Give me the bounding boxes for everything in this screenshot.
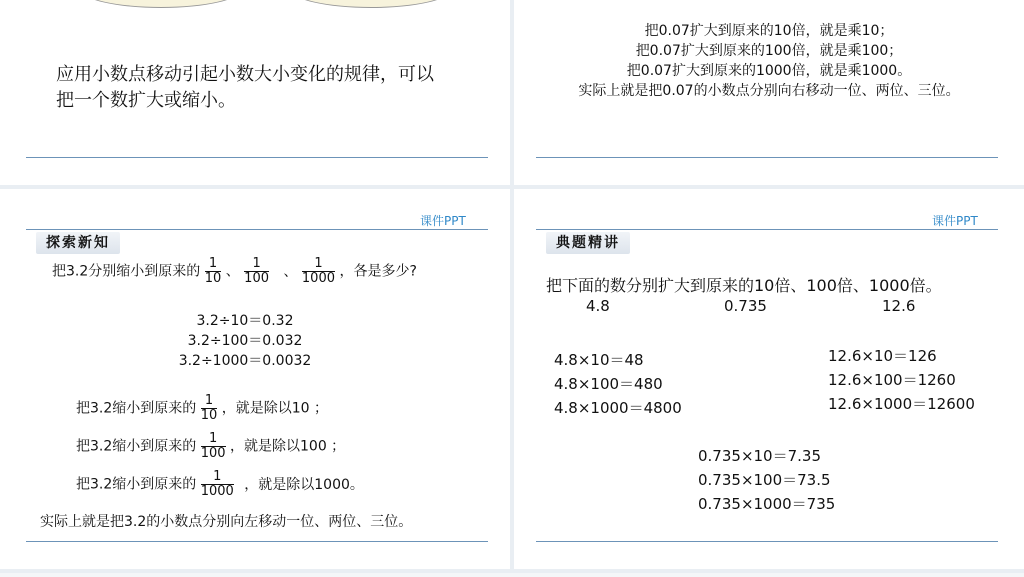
- decorative-oval-left: [80, 0, 242, 8]
- slide1-text-line1: 应用小数点移动引起小数大小变化的规律，可以: [56, 64, 434, 85]
- rule-prefix: 把3.2缩小到原来的: [76, 400, 197, 417]
- slide3-conclusion: 实际上就是把3.2的小数点分别向左移动一位、两位、三位。: [40, 514, 413, 530]
- fraction-denominator: 1000: [200, 484, 234, 499]
- slide-2: [514, 0, 1024, 185]
- group-a-line-3: 4.8×1000＝4800: [554, 399, 682, 417]
- bottom-strip: [0, 573, 1024, 577]
- slide2-line-1: 把0.07扩大到原来的10倍，就是乘10；: [644, 23, 894, 39]
- group-b-line-1: 12.6×10＝126: [828, 347, 937, 365]
- separator: 、: [283, 263, 298, 280]
- rule-suffix: ，就是除以10 ；: [221, 400, 328, 417]
- slide4-title: 典题精讲: [546, 232, 630, 254]
- question-suffix: ，各是多少?: [339, 263, 417, 280]
- fraction-numerator: 1: [201, 470, 234, 485]
- rule-prefix: 把3.2缩小到原来的: [76, 476, 197, 493]
- slide3-question: [52, 257, 417, 286]
- fraction-numerator: 1: [302, 257, 335, 272]
- rule-line-3: [76, 470, 364, 499]
- number-3: 12.6: [882, 297, 916, 315]
- fraction-1-10: [201, 394, 218, 423]
- slide2-bottom-rule: [536, 157, 998, 158]
- rule-line-1: [76, 394, 328, 423]
- slide1-bottom-rule: [26, 157, 488, 158]
- question-prefix: 把3.2分别缩小到原来的: [52, 263, 201, 280]
- fraction-denominator: 1000: [301, 271, 335, 286]
- fraction-denominator: 10: [204, 271, 222, 286]
- rule-suffix: ，就是除以100 ；: [230, 438, 346, 455]
- slide3-tag: 课件PPT: [420, 214, 466, 228]
- group-c-line-1: 0.735×10＝7.35: [698, 447, 821, 465]
- calc-line-3: 3.2÷1000＝0.0032: [178, 353, 312, 369]
- slide4-bottom-rule: [536, 541, 998, 542]
- slide3-top-rule: [26, 229, 488, 230]
- slide3-title: 探索新知: [36, 232, 120, 254]
- separator: 、: [225, 263, 240, 280]
- group-c-line-2: 0.735×100＝73.5: [698, 471, 831, 489]
- group-b-line-3: 12.6×1000＝12600: [828, 395, 975, 413]
- fraction-numerator: 1: [201, 394, 218, 409]
- fraction-numerator: 1: [244, 257, 269, 272]
- fraction-denominator: 10: [200, 408, 218, 423]
- group-c-line-3: 0.735×1000＝735: [698, 495, 836, 513]
- slide2-line-2: 把0.07扩大到原来的100倍，就是乘100；: [635, 43, 903, 59]
- slide-4: [514, 189, 1024, 569]
- calc-line-1: 3.2÷10＝0.32: [196, 313, 294, 329]
- slide4-question: 把下面的数分别扩大到原来的10倍、100倍、1000倍。: [546, 276, 942, 295]
- fraction-1-1000: [201, 470, 234, 499]
- fraction-denominator: 100: [244, 271, 269, 286]
- fraction-numerator: 1: [201, 432, 226, 447]
- slide4-top-rule: [536, 229, 998, 230]
- fraction-numerator: 1: [205, 257, 222, 272]
- number-2: 0.735: [724, 297, 767, 315]
- slide-1: [0, 0, 510, 185]
- group-a-line-1: 4.8×10＝48: [554, 351, 644, 369]
- group-b-line-2: 12.6×100＝1260: [828, 371, 956, 389]
- fraction-denominator: 100: [200, 446, 226, 461]
- rule-prefix: 把3.2缩小到原来的: [76, 438, 197, 455]
- slide1-text-line2: 把一个数扩大或缩小。: [56, 90, 236, 111]
- rule-line-2: [76, 432, 345, 461]
- fraction-1-1000: [302, 257, 335, 286]
- calc-line-2: 3.2÷100＝0.032: [187, 333, 303, 349]
- number-1: 4.8: [586, 297, 610, 315]
- fraction-1-10: [205, 257, 222, 286]
- rule-suffix: ，就是除以1000。: [244, 476, 364, 493]
- group-a-line-2: 4.8×100＝480: [554, 375, 663, 393]
- fraction-1-100: [201, 432, 226, 461]
- slide4-tag: 课件PPT: [932, 214, 978, 228]
- decorative-oval-right: [290, 0, 452, 8]
- slide-3: [0, 189, 510, 569]
- slide3-bottom-rule: [26, 541, 488, 542]
- slide2-line-4: 实际上就是把0.07的小数点分别向右移动一位、两位、三位。: [578, 83, 960, 99]
- slide2-line-3: 把0.07扩大到原来的1000倍，就是乘1000。: [626, 63, 912, 79]
- fraction-1-100: [244, 257, 269, 286]
